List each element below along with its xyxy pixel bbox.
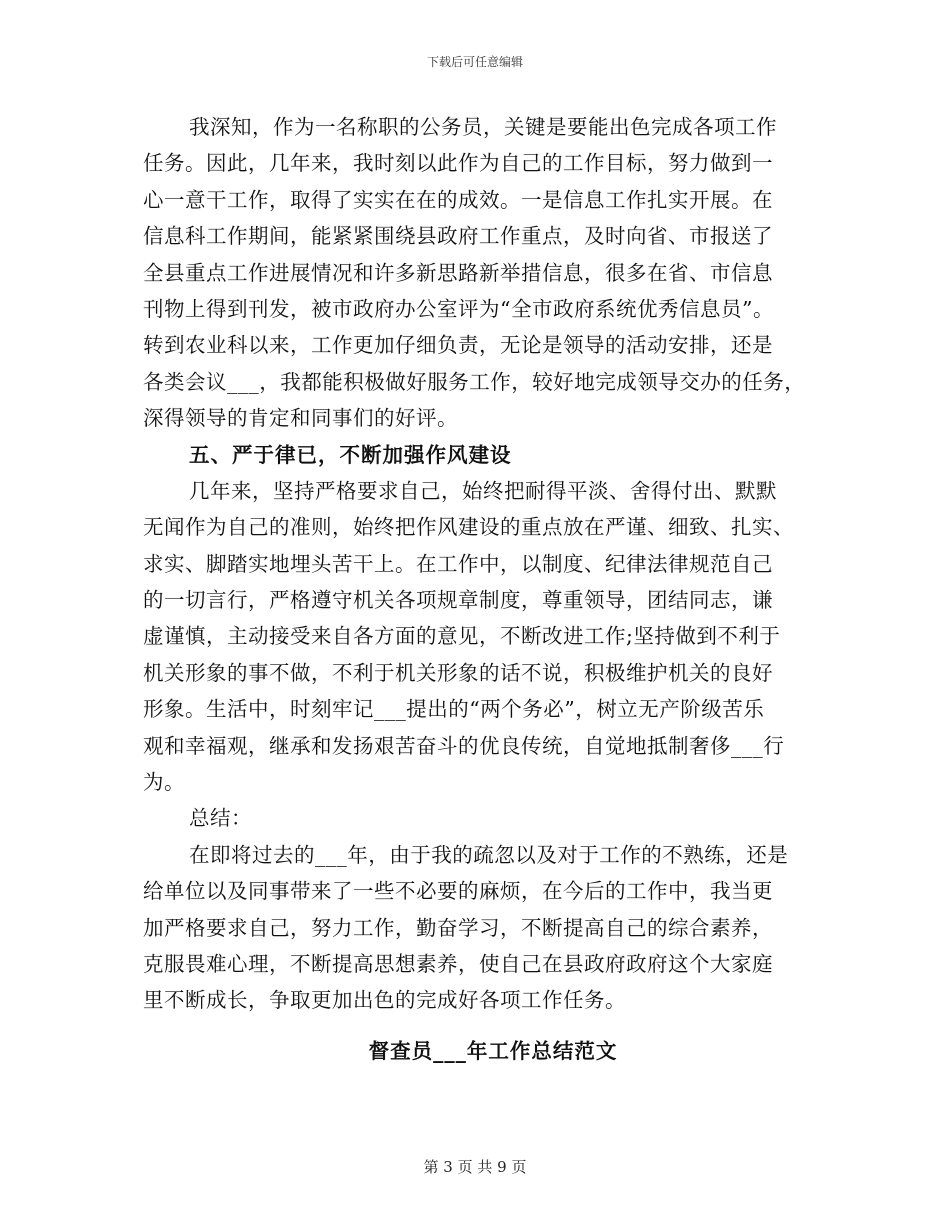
- paragraph-line: 全县重点工作进展情况和许多新思路新举措信息，很多在省、市信息: [143, 260, 773, 285]
- paragraph-line: 为。: [143, 770, 185, 795]
- paragraph-line: 刊物上得到刊发，被市政府办公室评为“全市政府系统优秀信息员”。: [143, 296, 774, 321]
- paragraph-line: 转到农业科以来，工作更加仔细负责，无论是领导的活动安排，还是: [143, 333, 773, 358]
- paragraph-line: 里不断成长，争取更加出色的完成好各项工作任务。: [143, 988, 626, 1013]
- page-footer: 第 3 页 共 9 页: [423, 1158, 527, 1176]
- document-body: [143, 109, 823, 1019]
- paragraph-line: 我深知，作为一名称职的公务员，关键是要能出色完成各项工作: [189, 115, 777, 139]
- paragraph-line: 各类会议___，我都能积极做好服务工作，较好地完成领导交办的任务，: [143, 369, 806, 394]
- paragraph-line: 观和幸福观，继承和发扬艰苦奋斗的优良传统，自觉地抵制奢侈___行: [143, 733, 785, 758]
- paragraph-line: 求实、脚踏实地埋头苦干上。在工作中，以制度、纪律法律规范自己: [143, 551, 773, 576]
- paragraph-line: 任务。因此，几年来，我时刻以此作为自己的工作目标，努力做到一: [143, 151, 773, 176]
- paragraph-line: 克服畏难心理，不断提高思想素养，使自己在县政府政府这个大家庭: [143, 951, 773, 976]
- paragraph-line: 加严格要求自己，努力工作，勤奋学习，不断提高自己的综合素养，: [143, 915, 773, 940]
- paragraph-line: 在即将过去的___年，由于我的疏忽以及对于工作的不熟练，还是: [189, 842, 789, 867]
- paragraph-line: 的一切言行，严格遵守机关各项规章制度，尊重领导，团结同志，谦: [143, 588, 773, 613]
- paragraph-line: 机关形象的事不做，不利于机关形象的话不说，积极维护机关的良好: [143, 660, 773, 685]
- paragraph-line: 无闻作为自己的准则，始终把作风建设的重点放在严谨、细致、扎实、: [143, 515, 794, 540]
- paragraph-line: 几年来，坚持严格要求自己，始终把耐得平淡、舍得付出、默默: [189, 478, 777, 503]
- paragraph-line: 深得领导的肯定和同事们的好评。: [143, 406, 458, 431]
- paragraph-line: 形象。生活中，时刻牢记___提出的“两个务必”，树立无产阶级苦乐: [143, 697, 765, 722]
- paragraph-line: 信息科工作期间，能紧紧围绕县政府工作重点，及时向省、市报送了: [143, 224, 773, 249]
- paragraph-line: 心一意干工作，取得了实实在在的成效。一是信息工作扎实开展。在: [143, 187, 773, 212]
- document-title: 督查员___年工作总结范文: [368, 1039, 618, 1063]
- section-heading: 五、严于律已，不断加强作风建设: [189, 442, 512, 467]
- paragraph-line: 给单位以及同事带来了一些不必要的麻烦，在今后的工作中，我当更: [143, 879, 773, 904]
- summary-label: 总结：: [189, 806, 252, 831]
- paragraph-line: 虚谨慎，主动接受来自各方面的意见，不断改进工作;坚持做到不利于: [143, 624, 781, 649]
- page-header: 下载后可任意编辑: [426, 55, 523, 69]
